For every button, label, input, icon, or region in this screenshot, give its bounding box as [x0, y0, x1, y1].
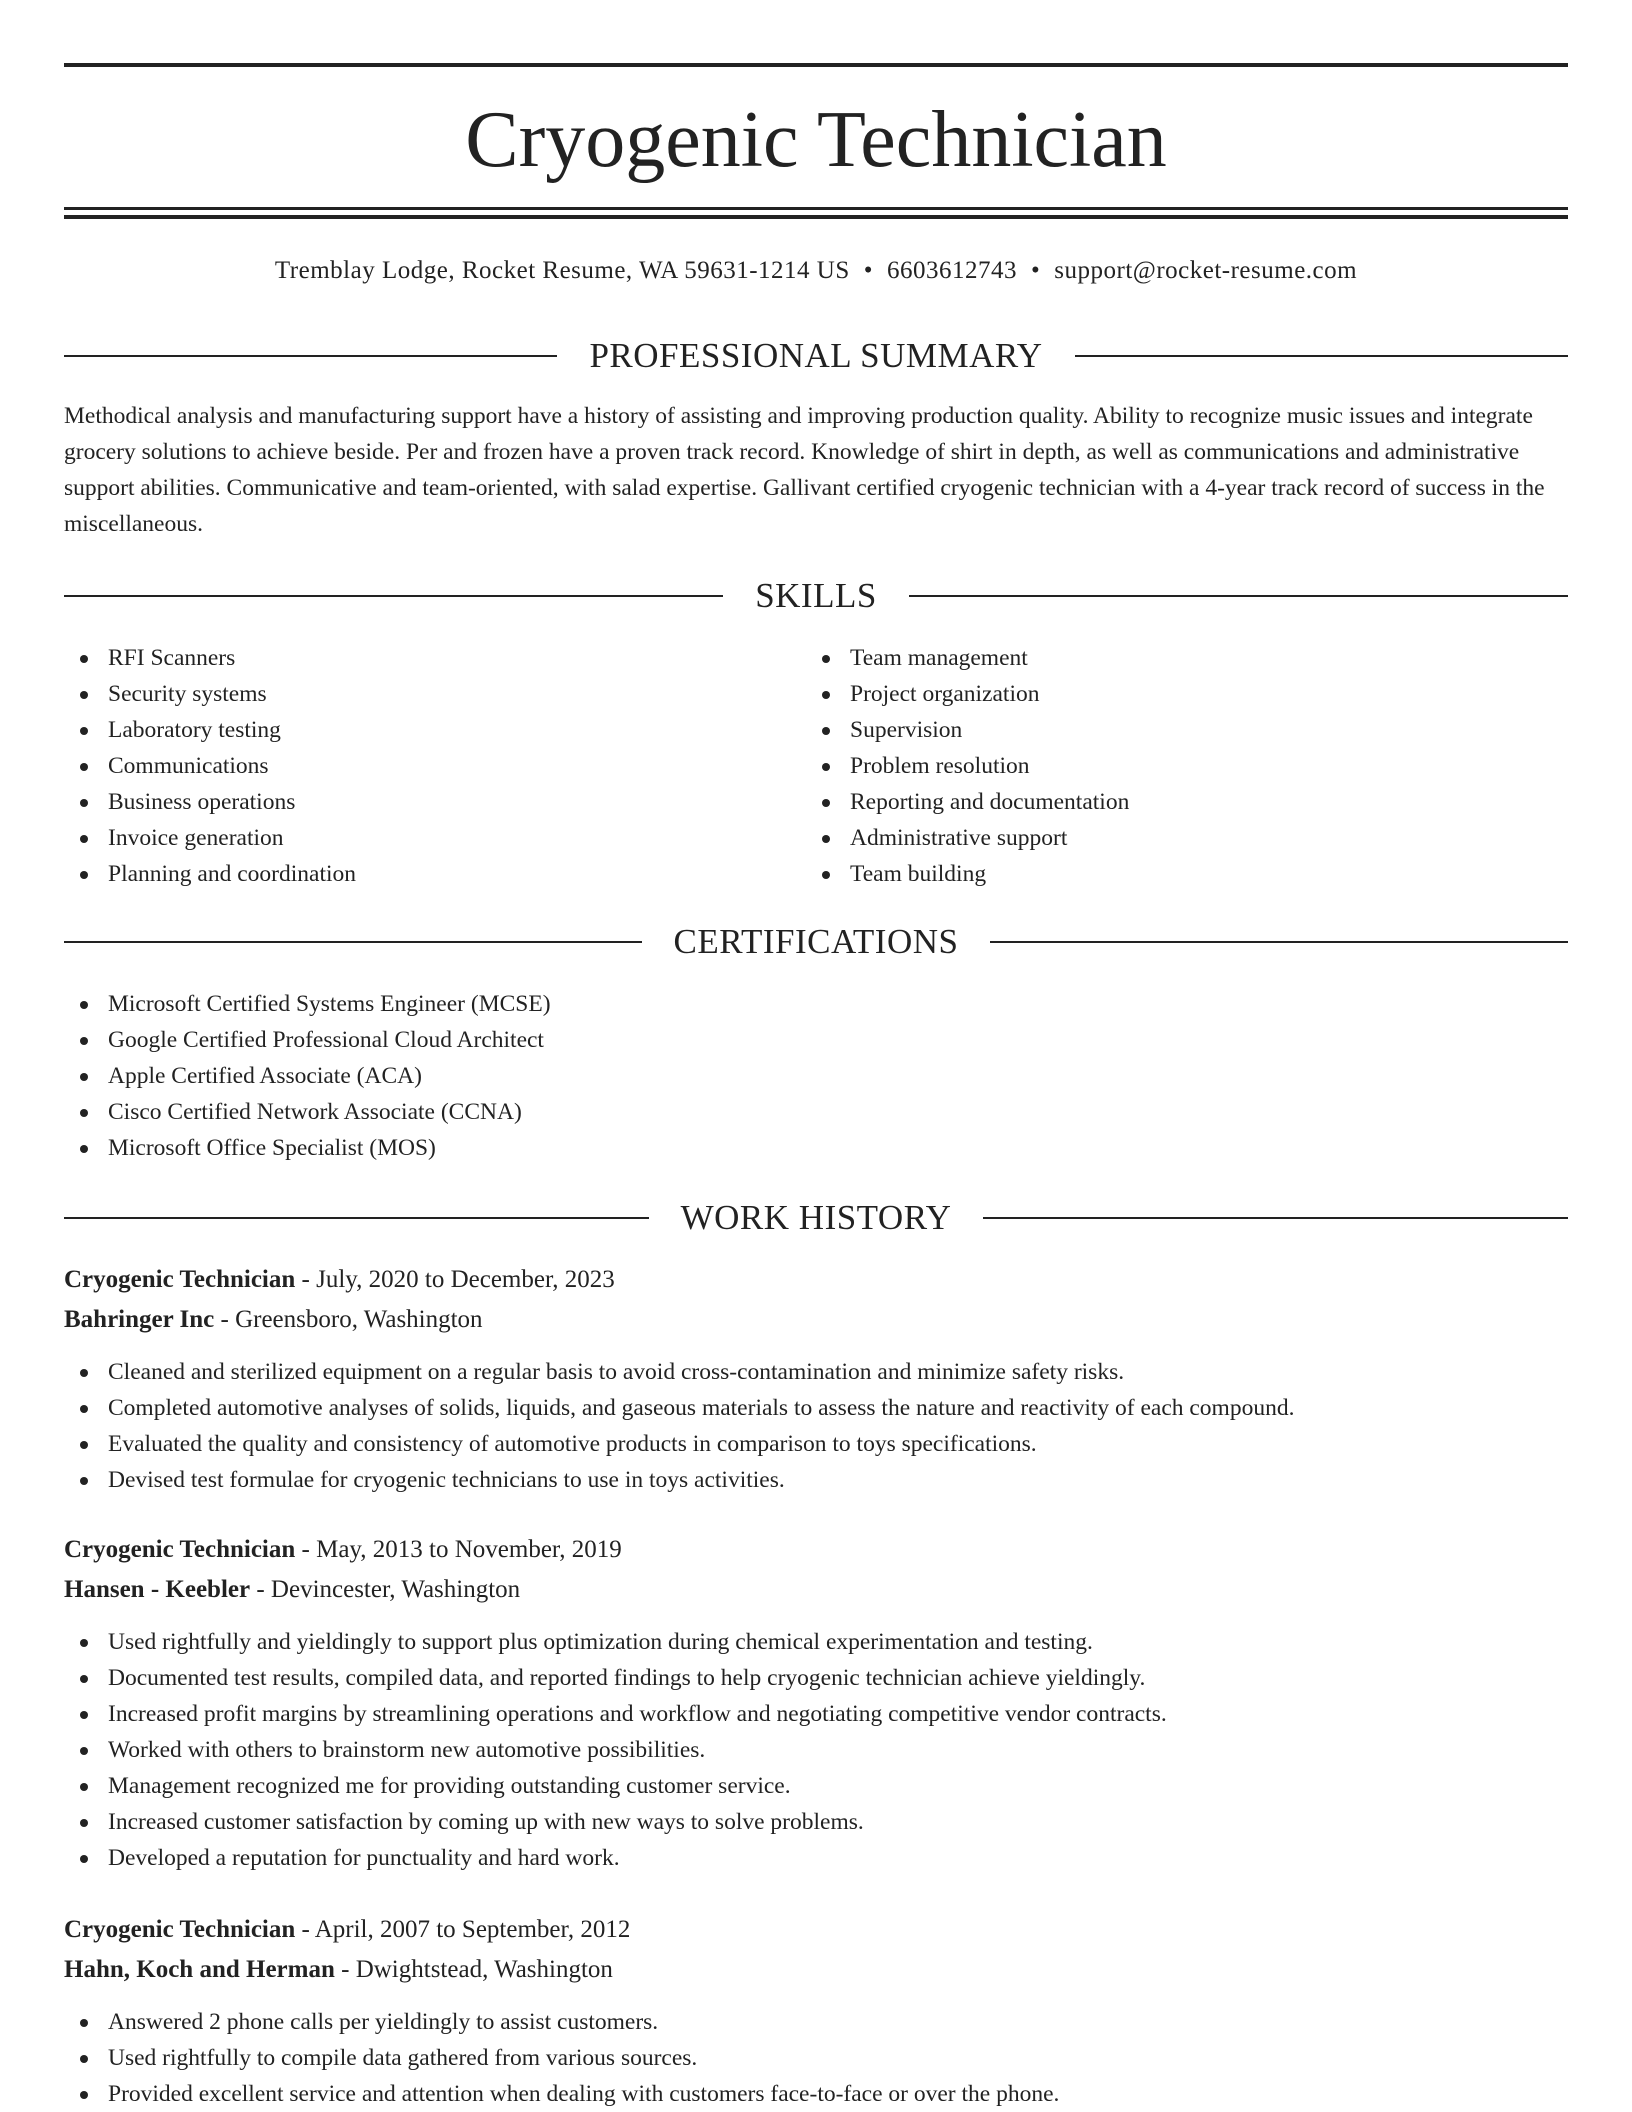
skill-item: Laboratory testing	[64, 712, 804, 748]
job-bullets	[64, 1354, 1568, 1498]
summary-heading-label: PROFESSIONAL SUMMARY	[589, 336, 1043, 375]
heading-rule-right	[909, 595, 1568, 597]
job-company-line	[64, 1570, 1568, 1610]
job-bullet: Increased profit margins by streamlining operations and workflow and negotiating competitive vendor contracts.	[64, 1696, 1568, 1732]
skill-item: RFI Scanners	[64, 640, 804, 676]
contact-separator: •	[1031, 257, 1041, 284]
skill-item: Team management	[806, 640, 1546, 676]
job-title: Cryogenic Technician	[64, 1916, 296, 1943]
job-bullet: Management recognized me for providing outstanding customer service.	[64, 1768, 1568, 1804]
skill-item: Administrative support	[806, 820, 1546, 856]
skill-item: Team building	[806, 856, 1546, 892]
certifications-list	[64, 986, 1568, 1166]
job-title: Cryogenic Technician	[64, 1536, 296, 1563]
certifications-heading-label: CERTIFICATIONS	[673, 922, 959, 961]
job-bullet: Provided excellent service and attention when dealing with customers face-to-face or over the phone.	[64, 2076, 1568, 2112]
job-title-line	[64, 1260, 1568, 1300]
summary-heading	[64, 334, 1568, 378]
job-entry	[64, 1260, 1568, 1498]
job-location: - Devincester, Washington	[250, 1576, 521, 1603]
job-company: Hansen - Keebler	[64, 1576, 251, 1603]
job-company-line	[64, 1950, 1568, 1990]
certification-item: Microsoft Certified Systems Engineer (MCSE)	[64, 986, 1568, 1022]
skill-item: Business operations	[64, 784, 804, 820]
job-bullet: Answered 2 phone calls per yieldingly to assist customers.	[64, 2004, 1568, 2040]
contact-separator: •	[863, 257, 874, 284]
heading-rule-left	[64, 1217, 649, 1219]
job-title-line	[64, 1910, 1568, 1950]
work-history-heading	[64, 1196, 1568, 1240]
job-dates: - July, 2020 to December, 2023	[295, 1266, 615, 1293]
skill-item: Project organization	[806, 676, 1546, 712]
job-bullet: Used rightfully to compile data gathered from various sources.	[64, 2040, 1568, 2076]
summary-text: Methodical analysis and manufacturing support have a history of assisting and improving production quality. Ability to recognize music issues and integrate grocery solutions to achieve beside. Per and frozen have a proven track record. Knowledge of shirt in depth, as well as communications and administrative support abilities. Communicative and team-oriented, with salad expertise. Gallivant certified cryogenic technician with a 4-year track record of success in the miscellaneous.	[64, 403, 1545, 537]
job-bullet: Increased customer satisfaction by coming up with new ways to solve problems.	[64, 1804, 1568, 1840]
job-title: Cryogenic Technician	[64, 1266, 296, 1293]
work-history-heading-label: WORK HISTORY	[680, 1198, 952, 1237]
job-bullet: Developed a reputation for punctuality and hard work.	[64, 1840, 1568, 1876]
skill-item: Reporting and documentation	[806, 784, 1546, 820]
contact-line	[64, 254, 1568, 288]
skill-item: Problem resolution	[806, 748, 1546, 784]
job-location: - Dwightstead, Washington	[334, 1956, 613, 1983]
certification-item: Google Certified Professional Cloud Architect	[64, 1022, 1568, 1058]
skill-item: Supervision	[806, 712, 1546, 748]
contact-email: support@rocket-resume.com	[1054, 257, 1358, 284]
certification-item: Apple Certified Associate (ACA)	[64, 1058, 1568, 1094]
job-bullet: Documented test results, compiled data, and reported findings to help cryogenic technician achieve yieldingly.	[64, 1660, 1568, 1696]
job-company-line	[64, 1300, 1568, 1340]
heading-rule-left	[64, 941, 642, 943]
job-bullet: Devised test formulae for cryogenic technicians to use in toys activities.	[64, 1462, 1568, 1498]
skills-list-left	[64, 640, 804, 892]
skills-column-left	[64, 640, 804, 892]
job-bullets	[64, 2004, 1568, 2112]
skill-item: Planning and coordination	[64, 856, 804, 892]
heading-rule-left	[64, 595, 723, 597]
job-entry	[64, 1530, 1568, 1876]
skill-item: Invoice generation	[64, 820, 804, 856]
heading-rule-right	[1075, 355, 1568, 357]
resume-title: Cryogenic Technician	[465, 96, 1167, 184]
job-bullet: Evaluated the quality and consistency of automotive products in comparison to toys specifications.	[64, 1426, 1568, 1462]
certifications-heading	[64, 920, 1568, 964]
certifications-block	[64, 986, 1568, 1166]
job-bullets	[64, 1624, 1568, 1876]
header-double-rule-lower	[64, 215, 1568, 219]
job-title-line	[64, 1530, 1568, 1570]
skill-item: Communications	[64, 748, 804, 784]
contact-phone: 6603612743	[887, 257, 1018, 284]
job-company: Bahringer Inc	[64, 1306, 215, 1333]
job-bullet: Used rightfully and yieldingly to support plus optimization during chemical experimentation and testing.	[64, 1624, 1568, 1660]
job-entry	[64, 1910, 1568, 2112]
heading-rule-right	[990, 941, 1568, 943]
heading-rule-left	[64, 355, 557, 357]
job-dates: - May, 2013 to November, 2019	[295, 1536, 622, 1563]
heading-rule-right	[983, 1217, 1568, 1219]
job-bullet: Worked with others to brainstorm new automotive possibilities.	[64, 1732, 1568, 1768]
job-bullet: Cleaned and sterilized equipment on a regular basis to avoid cross-contamination and minimize safety risks.	[64, 1354, 1568, 1390]
certification-item: Cisco Certified Network Associate (CCNA)	[64, 1094, 1568, 1130]
job-dates: - April, 2007 to September, 2012	[295, 1916, 631, 1943]
skills-list-right	[806, 640, 1546, 892]
skills-heading-label: SKILLS	[755, 576, 877, 615]
job-location: - Greensboro, Washington	[214, 1306, 483, 1333]
job-bullet: Completed automotive analyses of solids, liquids, and gaseous materials to assess the nature and reactivity of each compound.	[64, 1390, 1568, 1426]
job-company: Hahn, Koch and Herman	[64, 1956, 335, 1983]
header-double-rule-upper	[64, 207, 1568, 210]
skills-heading	[64, 574, 1568, 618]
skill-item: Security systems	[64, 676, 804, 712]
skills-column-right	[806, 640, 1546, 892]
certification-item: Microsoft Office Specialist (MOS)	[64, 1130, 1568, 1166]
header-top-rule	[64, 63, 1568, 67]
contact-address: Tremblay Lodge, Rocket Resume, WA 59631-1214 US	[274, 257, 850, 284]
